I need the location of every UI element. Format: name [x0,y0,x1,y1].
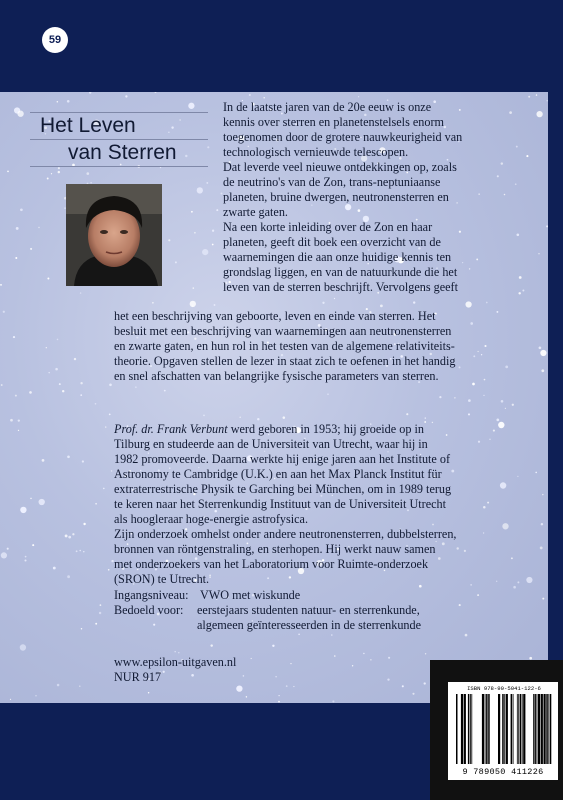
star [13,336,15,338]
bio-lines [114,437,456,586]
star [406,413,408,415]
intro-line: kennis over sterren en planetenstelsels enorm [223,115,444,129]
star [79,550,81,552]
intro-line: de neutrino's van de Zon, trans-neptuniaanse [223,175,441,189]
bio-line: Zijn onderzoek omhelst onder andere neutronensterren, dubbelsterren, [114,527,457,541]
intro-line: en zwarte gaten, en hun rol in het testen van de algemene relativiteits- [114,339,455,353]
barcode-bar [523,694,525,764]
intro-line: theorie. Opgaven stellen de lezer in staat zich te oefenen in het handig [114,354,456,368]
bio-line: Astronomy te Cambridge (U.K.) en aan het Max Planck Institut für [114,467,442,481]
star [58,171,60,173]
publisher-info [114,655,364,685]
barcode-bar [517,694,518,764]
barcode-bar [534,694,536,764]
star [47,278,49,280]
star [105,426,106,427]
barcode-bar [485,694,486,764]
star [67,575,70,578]
star [512,404,514,406]
star [203,415,205,417]
star [38,227,39,228]
star [413,301,415,303]
intro-line: besluit met een beschrijving van waarnemingen aan neutronensterren [114,324,452,338]
star [59,383,61,385]
star [174,651,176,653]
star [135,386,136,387]
star [439,396,441,398]
bio-line: extraterrestrische Physik te Garching bei München, om in 1989 terug [114,482,452,496]
audience-value-2: algemeen geïnteresseerden in de sterrenkunde [197,618,422,632]
star [30,498,32,500]
star [20,644,26,650]
star [79,686,80,687]
star [193,287,194,288]
star [89,92,91,94]
star [53,567,56,570]
barcode-bar [468,694,470,764]
star [370,659,372,661]
star [387,678,389,680]
intro-wide-text [114,309,544,384]
star [0,284,2,286]
bio-line: als hoogleraar hoge-energie astrofysica. [114,512,309,526]
star [293,686,294,687]
star [67,100,70,103]
intro-line: het een beschrijving van geboorte, leven en einde van sterren. Het [114,309,436,323]
star [380,305,383,308]
star [536,94,537,95]
barcode-bar [456,694,458,764]
barcode-bar [506,694,508,764]
level-label: Ingangsniveau: [114,588,189,602]
book-title [30,112,208,167]
star [1,384,3,386]
star [103,488,105,490]
star [468,413,470,415]
intro-line: leven van de sterren beschrijft. Vervolgens geeft [223,280,458,294]
star [47,178,49,180]
intro-line: waarnemingen die aan onze huidige kennis ten [223,250,452,264]
intro-line: en snel afschatten van belangrijke fysische parameters van sterren. [114,369,439,383]
star [425,417,426,418]
star [10,699,11,700]
star [72,533,74,535]
star [18,430,19,431]
star [46,347,47,348]
star [190,301,196,307]
star [42,459,45,462]
star [57,101,59,103]
intro-line: planeten, geeft dit boek een overzicht van de [223,235,441,249]
star [74,358,76,360]
star [424,682,426,684]
star [160,167,161,168]
star [496,419,499,422]
star [528,96,530,98]
star [239,417,241,419]
star [486,302,488,304]
star [212,230,214,232]
barcode-bar [537,694,538,764]
star [465,301,471,307]
star [412,693,414,695]
star [188,103,194,109]
barcode-bar [482,694,484,764]
star [3,311,5,313]
star [454,397,455,398]
star [76,550,78,552]
barcode-bar [461,694,463,764]
barcode-bar [504,694,505,764]
audience-value-1: eerstejaars studenten natuur- en sterrenkunde, [197,603,420,617]
barcode-bar [533,694,534,764]
star [363,653,364,654]
top-band [0,0,563,92]
barcode-bar [488,694,490,764]
barcode-bar [544,694,546,764]
star [65,534,68,537]
star [322,302,324,304]
star [468,399,471,402]
level-value: VWO met wiskunde [200,588,301,602]
star [283,416,286,419]
barcode-bar [464,694,466,764]
star [67,455,70,458]
star [175,261,177,263]
star [286,685,288,687]
star [32,544,34,546]
star [16,227,19,230]
star [83,523,85,525]
star [39,499,45,505]
star [154,92,156,93]
intro-line: zwarte gaten. [223,205,288,219]
star [236,685,242,691]
star [55,368,58,371]
star [108,569,110,571]
star [100,604,102,606]
star [298,633,300,635]
audience-info [114,588,544,633]
barcode-bar [511,694,512,764]
star [216,209,218,211]
title-rule-bottom [30,166,208,167]
star [358,96,359,97]
star [15,395,17,397]
star [99,612,101,614]
barcode-bars [454,694,552,766]
barcode-bar [522,694,523,764]
barcode-bar [518,694,519,764]
star [30,248,32,250]
bio-line: te keren naar het Sterrenkundig Instituut van de Universiteit Utrecht [114,497,447,511]
barcode-bar [550,694,552,764]
bio-line: met onderzoekers van het Laboratorium voor Ruimte-onderzoek [114,557,429,571]
star [246,696,247,697]
star [109,384,112,387]
intro-line: grondslag liggen, en van de natuurkunde die het [223,265,458,279]
star [425,653,426,654]
star [48,372,50,374]
star [197,187,203,193]
title-line-2: van Sterren [68,141,177,164]
star [257,418,259,420]
star [546,225,548,227]
star [191,211,193,213]
intro-column-text [223,100,543,295]
star [168,239,170,241]
barcode-bar [520,694,522,764]
star [24,559,26,561]
bio-line: bronnen van röntgenstraling, en sterhopen. Hij werkt nauw samen [114,542,436,556]
star [7,548,9,550]
star [111,470,112,471]
star [505,408,506,409]
star [80,382,82,384]
star [95,623,97,625]
star [214,304,216,306]
star [25,556,27,558]
barcode-bar [470,694,471,764]
star [29,391,32,394]
star [57,339,59,341]
intro-line: Dat leverde veel nieuwe ontdekkingen op, zoals [223,160,457,174]
star [95,503,97,505]
star [483,395,484,396]
bio-line: 1982 promoveerde. Daarna werkte hij enige jaren aan het Institute of [114,452,451,466]
star [501,400,504,403]
star [62,390,64,392]
star [334,298,335,299]
star [402,685,404,687]
barcode-bar [502,694,504,764]
star [7,171,9,173]
isbn-text: ISBN 978-90-5041-122-6 [467,685,541,692]
star [15,257,17,259]
star [547,100,548,101]
star [202,249,208,255]
star [51,173,52,174]
star [278,695,279,696]
barcode-bar [538,694,540,764]
star [125,95,127,97]
star [148,692,149,693]
barcode-bar [541,694,543,764]
star [17,111,23,117]
star [272,645,274,647]
star [83,551,84,552]
star [86,172,89,175]
bio-line: Tilburg en studeerde aan de Universiteit van Utrecht, waar hij in [114,437,428,451]
star [82,460,84,462]
title-line-1: Het Leven [40,114,136,137]
barcode-digits: 9 789050 411226 [462,767,544,777]
star [109,414,111,416]
barcode-bar [486,694,488,764]
star [152,302,154,304]
intro-line: technologisch vernieuwde telescopen. [223,145,409,159]
star [164,390,166,392]
author-name: Prof. dr. Frank Verbunt [114,422,228,436]
intro-line: planeten, bruine dwergen, neutronensterren en [223,190,449,204]
star [10,419,13,422]
barcode-bar [548,694,549,764]
intro-line: toegenomen door de grotere nauwkeurigheid van [223,130,463,144]
publisher-website[interactable]: www.epsilon-uitgaven.nl [114,655,237,669]
star [1,552,7,558]
author-bio [114,422,544,587]
barcode-bar [513,694,514,764]
star [206,182,208,184]
star [35,695,36,696]
intro-line: Na een korte inleiding over de Zon en haar [223,220,433,234]
star [81,628,82,629]
star [210,644,212,646]
series-number: 59 [48,34,62,46]
bio-first-line-rest: werd geboren in 1953; hij groeide op in [227,422,424,436]
star [20,208,23,211]
star [80,292,81,293]
star [331,634,333,636]
star [58,167,60,169]
star [80,394,82,396]
star [327,394,328,395]
author-portrait [66,184,162,286]
star [194,232,196,234]
star [388,657,390,659]
star [249,94,251,96]
barcode-bar [546,694,548,764]
star [95,403,97,405]
intro-line: In de laatste jaren van de 20e eeuw is onze [223,100,432,114]
star [465,634,468,637]
star [212,244,214,246]
star [57,684,60,687]
bio-line: (SRON) te Utrecht. [114,572,210,586]
audience-label: Bedoeld voor: [114,603,184,617]
star [20,507,26,513]
barcode-bar [471,694,472,764]
nur-code: NUR 917 [114,670,162,684]
star [263,97,265,99]
series-number-badge [42,27,68,53]
star [68,536,71,539]
barcode-bar [498,694,500,764]
star [178,652,179,653]
star [18,419,20,421]
